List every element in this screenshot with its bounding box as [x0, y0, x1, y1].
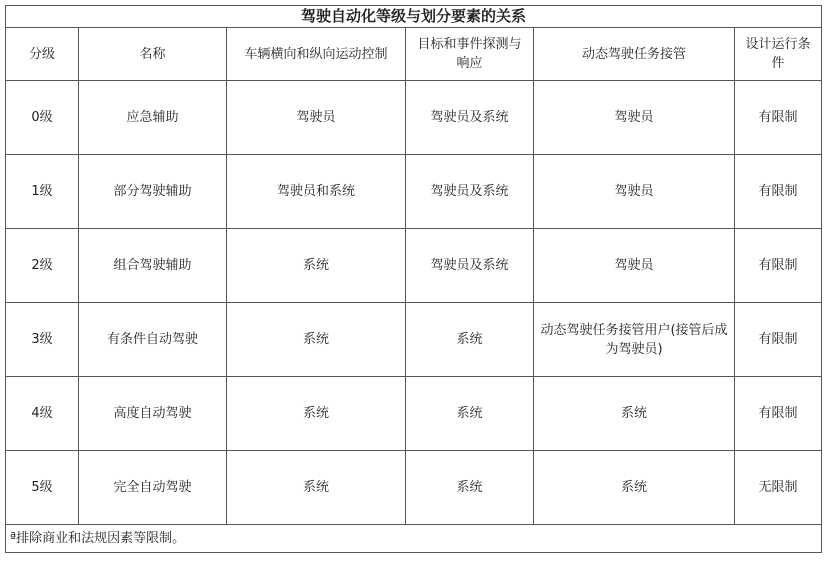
- cell-detection-response: 系统: [406, 451, 534, 525]
- table-row: [6, 303, 822, 377]
- cell-design-conditions: 有限制: [735, 229, 822, 303]
- header-design-conditions: 设计运行条件: [735, 28, 822, 81]
- cell-level: 1级: [6, 155, 79, 229]
- cell-takeover: 驾驶员: [534, 155, 735, 229]
- header-level: 分级: [6, 28, 79, 81]
- cell-name: 完全自动驾驶: [79, 451, 227, 525]
- table-footnote: ª排除商业和法规因素等限制。: [6, 525, 822, 553]
- cell-name: 组合驾驶辅助: [79, 229, 227, 303]
- cell-name: 应急辅助: [79, 81, 227, 155]
- table-title: 驾驶自动化等级与划分要素的关系: [6, 6, 822, 28]
- automation-levels-table: [5, 5, 822, 553]
- cell-level: 4级: [6, 377, 79, 451]
- cell-design-conditions: 有限制: [735, 303, 822, 377]
- cell-takeover: 驾驶员: [534, 81, 735, 155]
- cell-takeover: 系统: [534, 377, 735, 451]
- cell-level: 0级: [6, 81, 79, 155]
- table-row: [6, 155, 822, 229]
- table-row: [6, 451, 822, 525]
- cell-level: 3级: [6, 303, 79, 377]
- cell-design-conditions: 有限制: [735, 377, 822, 451]
- cell-detection-response: 驾驶员及系统: [406, 81, 534, 155]
- cell-motion-control: 驾驶员: [227, 81, 406, 155]
- cell-design-conditions: 无限制: [735, 451, 822, 525]
- table-row: [6, 377, 822, 451]
- cell-name: 部分驾驶辅助: [79, 155, 227, 229]
- cell-motion-control: 系统: [227, 377, 406, 451]
- cell-motion-control: 系统: [227, 303, 406, 377]
- cell-name: 高度自动驾驶: [79, 377, 227, 451]
- cell-name: 有条件自动驾驶: [79, 303, 227, 377]
- cell-takeover: 驾驶员: [534, 229, 735, 303]
- table-row: [6, 81, 822, 155]
- cell-motion-control: 系统: [227, 451, 406, 525]
- header-detection-response: 目标和事件探测与响应: [406, 28, 534, 81]
- cell-motion-control: 系统: [227, 229, 406, 303]
- cell-level: 2级: [6, 229, 79, 303]
- cell-detection-response: 系统: [406, 303, 534, 377]
- header-takeover: 动态驾驶任务接管: [534, 28, 735, 81]
- cell-takeover: 系统: [534, 451, 735, 525]
- header-row: [6, 28, 822, 81]
- cell-detection-response: 驾驶员及系统: [406, 229, 534, 303]
- cell-detection-response: 系统: [406, 377, 534, 451]
- cell-detection-response: 驾驶员及系统: [406, 155, 534, 229]
- cell-design-conditions: 有限制: [735, 81, 822, 155]
- table-row: [6, 229, 822, 303]
- cell-motion-control: 驾驶员和系统: [227, 155, 406, 229]
- header-motion-control: 车辆横向和纵向运动控制: [227, 28, 406, 81]
- header-name: 名称: [79, 28, 227, 81]
- cell-takeover: 动态驾驶任务接管用户(接管后成为驾驶员): [534, 303, 735, 377]
- cell-level: 5级: [6, 451, 79, 525]
- cell-design-conditions: 有限制: [735, 155, 822, 229]
